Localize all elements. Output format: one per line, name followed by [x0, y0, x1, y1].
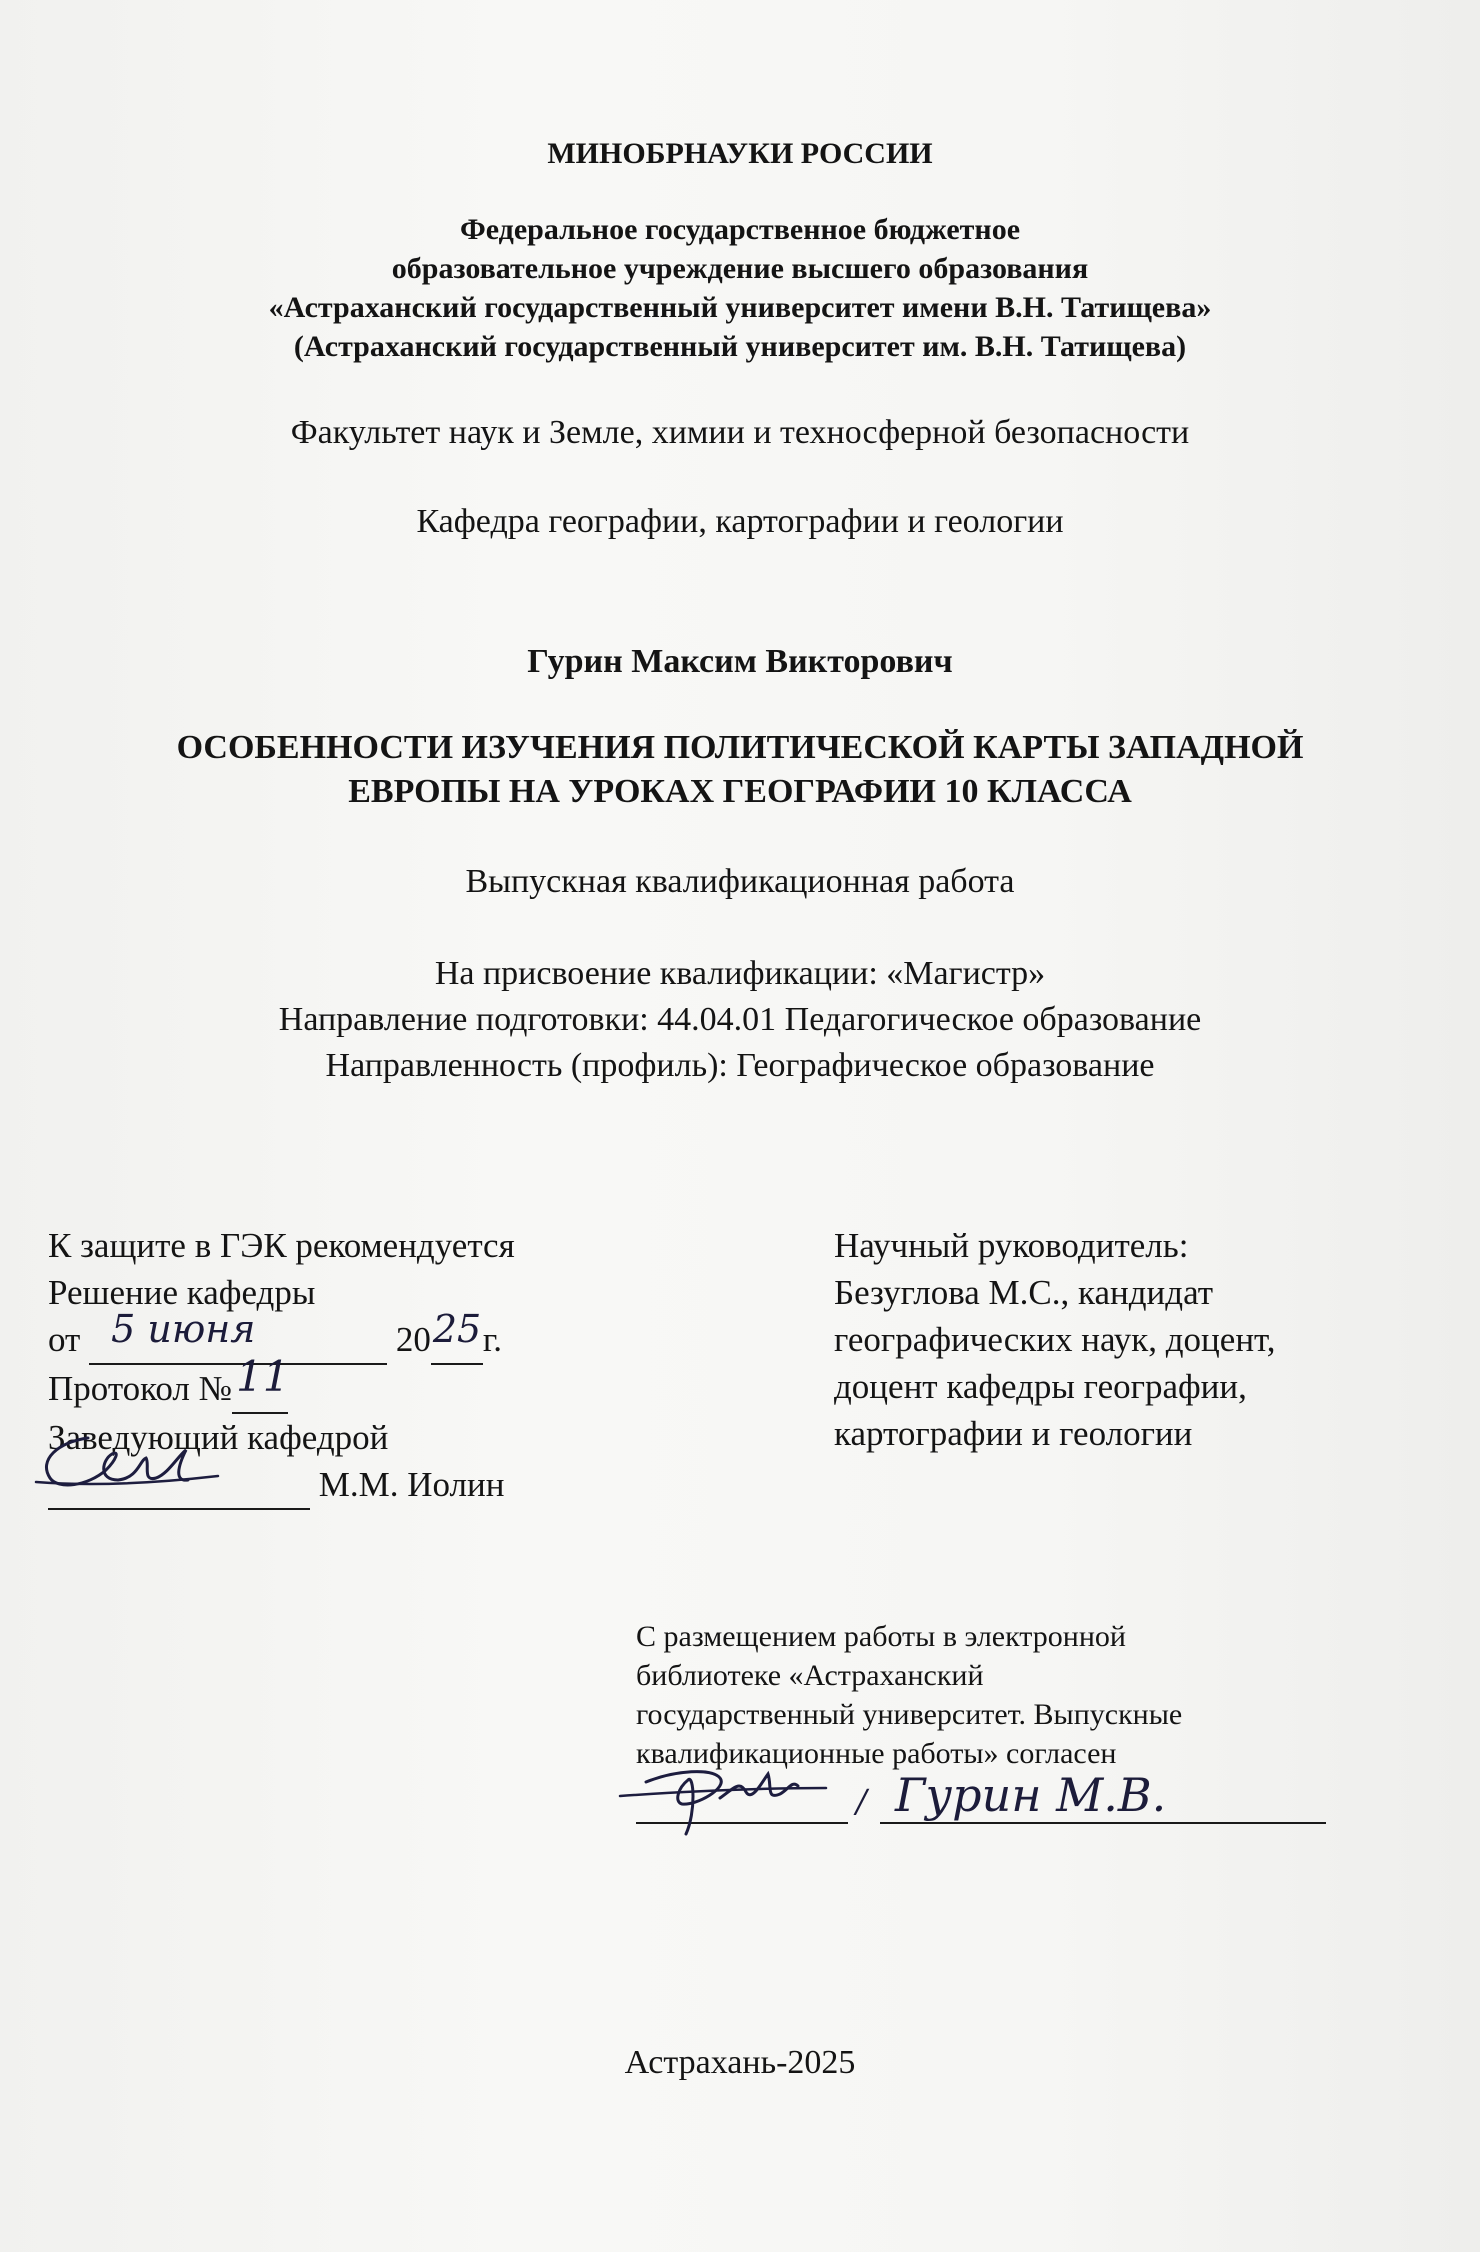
faculty-name: Факультет наук и Земле, химии и техносферной безопасности	[290, 414, 1190, 451]
handwritten-date: 5 июня	[111, 1307, 256, 1351]
approval-line-1: К защите в ГЭК рекомендуется	[48, 1226, 515, 1265]
thesis-title-line-2: ЕВРОПЫ НА УРОКАХ ГЕОГРАФИИ 10 КЛАССА	[348, 773, 1132, 810]
author-name: Гурин Максим Викторович	[527, 643, 953, 680]
head-label: Заведующий кафедрой	[48, 1418, 389, 1457]
year-suffix: г.	[482, 1320, 503, 1359]
head-name: М.М. Иолин	[318, 1465, 505, 1504]
supervisor-block	[834, 1222, 1275, 1457]
consent-line-3: государственный университет. Выпускные	[636, 1698, 1183, 1731]
protocol-row	[48, 1352, 515, 1414]
handwritten-year: 25	[432, 1307, 482, 1351]
library-consent-block	[636, 1617, 1182, 1773]
handwritten-student-name: Гурин М.В.	[895, 1768, 1167, 1822]
org-line-2: образовательное учреждение высшего образования	[391, 252, 1089, 285]
training-profile: Направленность (профиль): Географическое образование	[325, 1047, 1155, 1084]
year-blank	[431, 1307, 483, 1365]
consent-slash: /	[856, 1782, 867, 1820]
training-direction: Направление подготовки: 44.04.01 Педагогическое образование	[278, 1001, 1202, 1038]
year-prefix: 20	[395, 1320, 431, 1359]
approval-line-2: Решение кафедры	[48, 1273, 316, 1312]
ministry-heading: МИНОБРНАУКИ РОССИИ	[547, 137, 933, 170]
org-line-1: Федеральное государственное бюджетное	[459, 213, 1021, 246]
supervisor-line-3: географических наук, доцент,	[834, 1320, 1276, 1359]
protocol-label: Протокол №	[48, 1369, 233, 1408]
org-line-4: (Астраханский государственный университет им. В.Н. Татищева)	[293, 330, 1187, 363]
date-prefix: от	[48, 1320, 81, 1359]
consent-name-blank	[880, 1822, 1326, 1824]
handwritten-protocol-number: 11	[236, 1352, 290, 1401]
city-year: Астрахань-2025	[624, 2044, 856, 2081]
protocol-blank	[232, 1352, 290, 1414]
org-line-3: «Астраханский государственный университет имени В.Н. Татищева»	[268, 291, 1212, 324]
thesis-title-line-1: ОСОБЕННОСТИ ИЗУЧЕНИЯ ПОЛИТИЧЕСКОЙ КАРТЫ ЗАПАДНОЙ	[176, 729, 1304, 766]
supervisor-line-5: картографии и геологии	[834, 1414, 1193, 1453]
work-type: Выпускная квалификационная работа	[465, 863, 1015, 900]
supervisor-line-1: Научный руководитель:	[834, 1226, 1189, 1265]
department-name: Кафедра географии, картографии и геологии	[416, 503, 1064, 540]
supervisor-line-2: Безуглова М.С., кандидат	[834, 1273, 1214, 1312]
qualification: На присвоение квалификации: «Магистр»	[434, 955, 1046, 992]
consent-line-1: С размещением работы в электронной	[636, 1620, 1126, 1653]
student-signature-icon	[616, 1752, 856, 1842]
consent-line-2: библиотеке «Астраханский	[636, 1659, 984, 1692]
supervisor-line-4: доцент кафедры географии,	[834, 1367, 1247, 1406]
head-signature-icon	[28, 1420, 228, 1510]
consent-line-4: квалификационные работы» согласен	[636, 1737, 1117, 1770]
